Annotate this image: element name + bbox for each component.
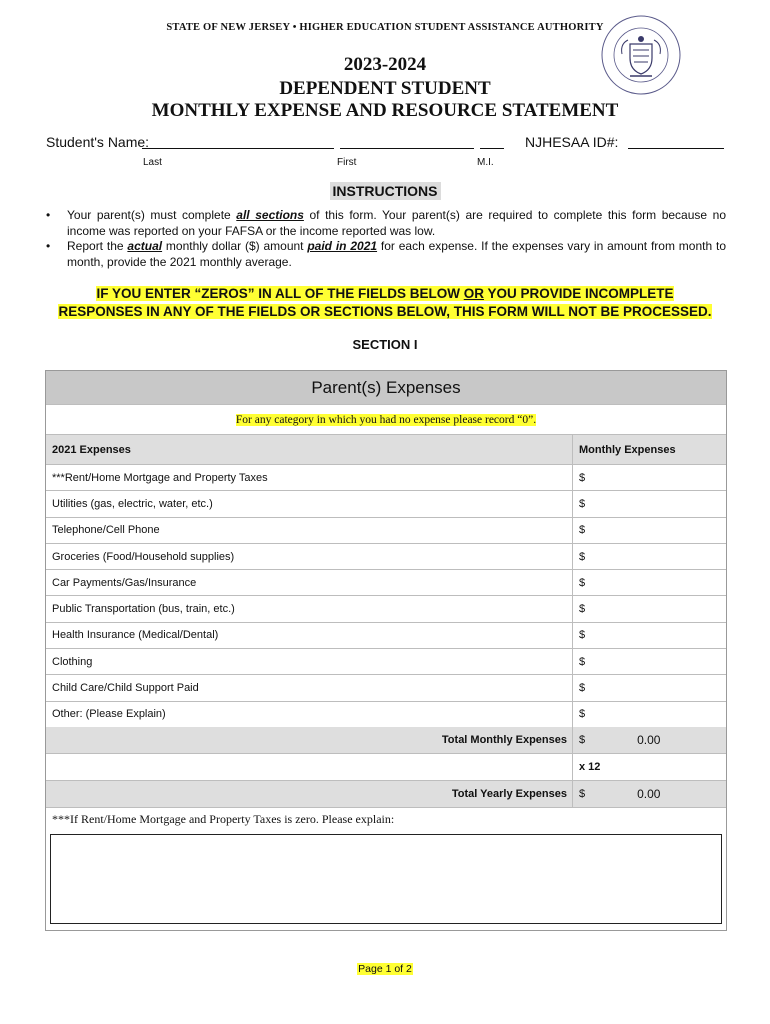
expenses-title: Parent(s) Expenses (46, 371, 726, 405)
student-name-label: Student's Name: (46, 134, 150, 150)
first-name-field[interactable] (340, 134, 474, 149)
mi-sublabel: M.I. (477, 157, 494, 168)
currency-sign: $ (579, 682, 586, 695)
agency-header: STATE OF NEW JERSEY • HIGHER EDUCATION STUDENT ASSISTANCE AUTHORITY (166, 22, 604, 33)
expense-category: ***Rent/Home Mortgage and Property Taxes (46, 465, 573, 490)
multiplier-row (46, 754, 726, 781)
explain-section (46, 808, 726, 924)
table-header-row (46, 435, 726, 465)
expense-category: Health Insurance (Medical/Dental) (46, 623, 573, 648)
expense-category: Clothing (46, 649, 573, 674)
table-row (46, 702, 726, 727)
category-header: 2021 Expenses (46, 435, 573, 464)
currency-sign: $ (579, 497, 586, 510)
currency-sign: $ (579, 576, 586, 589)
expense-amount-field[interactable] (573, 702, 726, 727)
last-sublabel: Last (143, 157, 162, 168)
table-row (46, 596, 726, 622)
expense-amount-field[interactable] (573, 544, 726, 569)
expense-category: Utilities (gas, electric, water, etc.) (46, 491, 573, 516)
section-label: SECTION I (352, 337, 418, 352)
expense-category: Public Transportation (bus, train, etc.) (46, 596, 573, 621)
page-number: Page 1 of 2 (358, 963, 412, 975)
table-row (46, 675, 726, 701)
total-yearly-value[interactable]: 0.00 (637, 786, 661, 801)
total-monthly-value[interactable]: 0.00 (637, 732, 661, 747)
currency-sign: $ (579, 787, 586, 800)
incomplete-warning: IF YOU ENTER “ZEROS” IN ALL OF THE FIELDS BELOW OR YOU PROVIDE INCOMPLETE RESPONSES IN ANY OF THE FIELDS OR SECTIONS BELOW, THIS FORM WILL NOT BE PROCESSED. (58, 286, 712, 319)
total-monthly-row (46, 727, 726, 754)
total-monthly-cell (573, 727, 726, 753)
expense-amount-field[interactable] (573, 596, 726, 621)
multiplier: x 12 (579, 760, 601, 773)
total-monthly-label: Total Monthly Expenses (46, 727, 573, 753)
instructions-heading: INSTRUCTIONS (0, 183, 770, 199)
table-row (46, 465, 726, 491)
expense-amount-field[interactable] (573, 649, 726, 674)
form-title-line1: DEPENDENT STUDENT (279, 78, 491, 99)
currency-sign: $ (579, 629, 586, 642)
currency-sign: $ (579, 550, 586, 563)
first-sublabel: First (337, 157, 357, 168)
currency-sign: $ (579, 471, 586, 484)
expense-amount-field[interactable] (573, 491, 726, 516)
currency-sign: $ (579, 708, 586, 721)
currency-sign: $ (579, 603, 586, 616)
instruction-item: • Your parent(s) must complete all sections of this form. Your parent(s) are required to complete this form because no income was reported on your FAFSA or the income reported was low. (46, 208, 726, 238)
expense-category: Child Care/Child Support Paid (46, 675, 573, 700)
zero-note: For any category in which you had no expense please record “0”. (46, 405, 726, 435)
form-title-line2: MONTHLY EXPENSE AND RESOURCE STATEMENT (151, 100, 619, 121)
table-row (46, 491, 726, 517)
instructions-list (46, 208, 726, 270)
table-row (46, 518, 726, 544)
expense-category: Other: (Please Explain) (46, 702, 573, 727)
expense-amount-field[interactable] (573, 675, 726, 700)
table-row (46, 570, 726, 596)
expense-amount-field[interactable] (573, 518, 726, 543)
student-name-row (46, 134, 726, 152)
expense-category: Telephone/Cell Phone (46, 518, 573, 543)
njhesaa-id-label: NJHESAA ID#: (525, 134, 619, 150)
expense-amount-field[interactable] (573, 465, 726, 490)
expense-category: Car Payments/Gas/Insurance (46, 570, 573, 595)
instruction-item: • Report the actual monthly dollar ($) amount paid in 2021 for each expense. If the expenses vary in amount from month to month, provide the 2021 monthly average. (46, 239, 726, 269)
currency-sign: $ (579, 733, 586, 746)
expense-category: Groceries (Food/Household supplies) (46, 544, 573, 569)
total-yearly-label: Total Yearly Expenses (46, 781, 573, 807)
expense-amount-field[interactable] (573, 623, 726, 648)
table-row (46, 544, 726, 570)
middle-initial-field[interactable] (480, 134, 504, 149)
total-yearly-cell (573, 781, 726, 807)
currency-sign: $ (579, 655, 586, 668)
currency-sign: $ (579, 524, 586, 537)
table-row (46, 649, 726, 675)
form-year: 2023-2024 (343, 54, 427, 75)
expense-amount-field[interactable] (573, 570, 726, 595)
table-row (46, 623, 726, 649)
njhesaa-id-field[interactable] (628, 134, 724, 149)
monthly-header: Monthly Expenses (579, 443, 676, 456)
explain-label: ***If Rent/Home Mortgage and Property Taxes is zero. Please explain: (52, 812, 395, 827)
last-name-field[interactable] (142, 134, 334, 149)
total-yearly-row (46, 781, 726, 808)
explain-textbox[interactable] (50, 834, 722, 924)
expenses-table (45, 370, 727, 931)
